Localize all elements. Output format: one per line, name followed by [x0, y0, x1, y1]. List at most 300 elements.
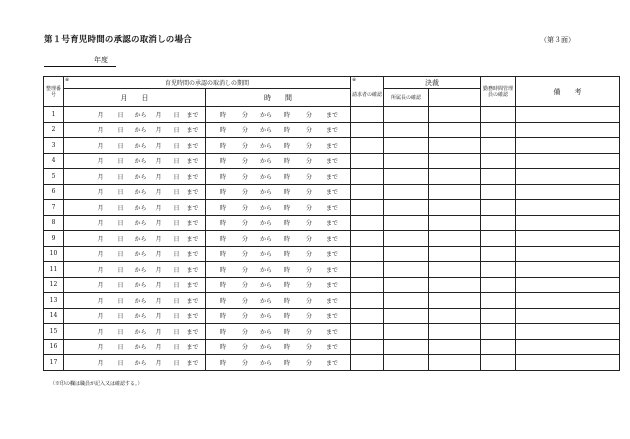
time-range-cell[interactable]: [206, 231, 351, 247]
row-token: 時: [283, 173, 290, 181]
remarks-cell[interactable]: [516, 355, 620, 371]
date-range-cell[interactable]: [64, 324, 206, 340]
requester-check-cell[interactable]: [351, 246, 384, 262]
duty-check-cell[interactable]: [481, 138, 516, 154]
row-token: 日: [173, 127, 180, 135]
dept-head-check-cell[interactable]: [384, 231, 429, 247]
row-token: 分: [305, 204, 312, 212]
row-token: まで: [186, 328, 199, 336]
duty-check-cell[interactable]: [481, 169, 516, 185]
approval-blank-cell[interactable]: [429, 308, 481, 324]
row-token: まで: [325, 282, 338, 290]
time-range-cell[interactable]: [206, 200, 351, 216]
remarks-cell[interactable]: [516, 246, 620, 262]
date-range-cell[interactable]: [64, 169, 206, 185]
row-token: から: [134, 158, 147, 166]
row-token: 月: [97, 266, 104, 274]
row-token: から: [134, 127, 147, 135]
requester-check-cell[interactable]: [351, 262, 384, 278]
approval-blank-cell[interactable]: [429, 107, 481, 123]
row-token: 日: [173, 189, 180, 197]
row-token: から: [259, 235, 272, 243]
row-token: 時: [283, 111, 290, 119]
row-token: 時: [219, 158, 226, 166]
table-row: [44, 153, 620, 169]
time-range-cell[interactable]: [206, 308, 351, 324]
row-token: 分: [241, 173, 248, 181]
row-token: 日: [117, 189, 124, 197]
footnote: （※印の欄は職員が記入又は確認する。）: [50, 381, 143, 387]
dept-head-check-cell[interactable]: [384, 184, 429, 200]
row-token: 分: [241, 297, 248, 305]
row-token: 日: [117, 251, 124, 259]
row-token: 月: [155, 297, 162, 305]
row-token: 日: [117, 313, 124, 321]
row-token: 時: [219, 344, 226, 352]
remarks-cell[interactable]: [516, 277, 620, 293]
duty-check-cell[interactable]: [481, 246, 516, 262]
row-token: 月: [155, 266, 162, 274]
row-token: 日: [117, 359, 124, 367]
row-token: から: [259, 173, 272, 181]
remarks-cell[interactable]: [516, 138, 620, 154]
row-token: まで: [325, 142, 338, 150]
row-token: 日: [117, 204, 124, 212]
row-token: 時: [219, 111, 226, 119]
row-token: 分: [305, 189, 312, 197]
row-token: 日: [117, 127, 124, 135]
dept-head-check-cell[interactable]: [384, 107, 429, 123]
requester-check-cell[interactable]: [351, 339, 384, 355]
row-token: まで: [325, 111, 338, 119]
row-token: 月: [155, 204, 162, 212]
row-token: 月: [97, 220, 104, 228]
row-token: まで: [325, 251, 338, 259]
row-token: まで: [186, 266, 199, 274]
table-row: [44, 277, 620, 293]
dept-head-header: 所属長の確認: [384, 89, 429, 107]
table-row: [44, 107, 620, 123]
date-range-cell[interactable]: [64, 215, 206, 231]
row-token: まで: [186, 189, 199, 197]
date-range-cell[interactable]: [64, 122, 206, 138]
row-token: 時: [219, 328, 226, 336]
row-token: 時: [283, 204, 290, 212]
row-token: 時: [219, 359, 226, 367]
time-range-cell[interactable]: [206, 153, 351, 169]
duty-check-cell[interactable]: [481, 107, 516, 123]
row-token: 日: [117, 111, 124, 119]
dept-head-check-cell[interactable]: [384, 324, 429, 340]
remarks-cell[interactable]: [516, 324, 620, 340]
row-token: まで: [186, 220, 199, 228]
row-token: 月: [155, 235, 162, 243]
row-token: 月: [97, 127, 104, 135]
row-token: まで: [325, 220, 338, 228]
table-row: [44, 339, 620, 355]
row-token: から: [259, 266, 272, 274]
row-token: 分: [241, 359, 248, 367]
row-token: から: [134, 142, 147, 150]
remarks-cell[interactable]: [516, 339, 620, 355]
table-row: [44, 246, 620, 262]
requester-check-cell[interactable]: [351, 277, 384, 293]
remarks-cell[interactable]: [516, 215, 620, 231]
blank-approval-header: [429, 89, 481, 107]
row-token: 分: [305, 297, 312, 305]
row-token: 月: [155, 158, 162, 166]
date-range-cell[interactable]: [64, 138, 206, 154]
time-range-cell[interactable]: [206, 324, 351, 340]
requester-check-cell[interactable]: [351, 107, 384, 123]
requester-check-cell[interactable]: [351, 231, 384, 247]
remarks-cell[interactable]: [516, 184, 620, 200]
row-token: 日: [173, 158, 180, 166]
approval-blank-cell[interactable]: [429, 122, 481, 138]
approval-blank-cell[interactable]: [429, 339, 481, 355]
row-token: 分: [305, 235, 312, 243]
row-token: 分: [305, 220, 312, 228]
row-token: まで: [325, 189, 338, 197]
row-number: 12: [44, 277, 64, 293]
row-token: まで: [325, 266, 338, 274]
dept-head-check-cell[interactable]: [384, 122, 429, 138]
dept-head-check-cell[interactable]: [384, 277, 429, 293]
dept-head-check-cell[interactable]: [384, 246, 429, 262]
period-header: [64, 77, 351, 89]
row-token: まで: [186, 158, 199, 166]
duty-check-header: 勤務時間管理員の確認: [481, 77, 516, 107]
row-token: から: [134, 220, 147, 228]
time-range-cell[interactable]: [206, 138, 351, 154]
requester-check-cell[interactable]: [351, 184, 384, 200]
row-token: 時: [219, 220, 226, 228]
row-token: 日: [173, 251, 180, 259]
row-token: 分: [305, 127, 312, 135]
row-token: 日: [117, 266, 124, 274]
approval-blank-cell[interactable]: [429, 215, 481, 231]
row-token: 日: [117, 344, 124, 352]
form-title: 第１号育児時間の承認の取消しの場合: [44, 35, 192, 45]
row-token: まで: [186, 251, 199, 259]
row-token: 日: [173, 313, 180, 321]
row-token: から: [134, 189, 147, 197]
row-number: 5: [44, 169, 64, 185]
duty-check-cell[interactable]: [481, 153, 516, 169]
requester-header-label: 請求者の確認: [351, 91, 382, 98]
row-token: 日: [173, 328, 180, 336]
approval-blank-cell[interactable]: [429, 355, 481, 371]
time-range-cell[interactable]: [206, 277, 351, 293]
row-token: 分: [241, 142, 248, 150]
row-token: 月: [155, 328, 162, 336]
approval-blank-cell[interactable]: [429, 293, 481, 309]
requester-check-cell[interactable]: [351, 200, 384, 216]
date-range-cell[interactable]: [64, 231, 206, 247]
row-token: まで: [325, 204, 338, 212]
remarks-cell[interactable]: [516, 262, 620, 278]
duty-check-cell[interactable]: [481, 308, 516, 324]
row-token: から: [259, 158, 272, 166]
row-token: から: [134, 282, 147, 290]
row-token: 分: [241, 220, 248, 228]
row-token: 分: [305, 344, 312, 352]
time-header: 時 間: [206, 89, 351, 107]
time-range-cell[interactable]: [206, 215, 351, 231]
row-token: まで: [325, 359, 338, 367]
row-token: から: [259, 313, 272, 321]
row-token: 日: [173, 266, 180, 274]
requester-check-cell[interactable]: [351, 293, 384, 309]
time-range-cell[interactable]: [206, 184, 351, 200]
row-token: 日: [173, 204, 180, 212]
approval-blank-cell[interactable]: [429, 262, 481, 278]
time-range-cell[interactable]: [206, 355, 351, 371]
requester-check-cell[interactable]: [351, 138, 384, 154]
row-token: 月: [155, 173, 162, 181]
table-row: [44, 231, 620, 247]
date-range-cell[interactable]: [64, 184, 206, 200]
remarks-cell[interactable]: [516, 153, 620, 169]
row-token: 日: [117, 173, 124, 181]
row-number: 1: [44, 107, 64, 123]
remarks-cell[interactable]: [516, 122, 620, 138]
approval-blank-cell[interactable]: [429, 138, 481, 154]
row-token: 日: [117, 158, 124, 166]
row-token: から: [134, 251, 147, 259]
row-token: 月: [97, 297, 104, 305]
row-token: 日: [173, 111, 180, 119]
row-number: 8: [44, 215, 64, 231]
row-token: 時: [219, 204, 226, 212]
requester-check-cell[interactable]: [351, 355, 384, 371]
row-token: まで: [186, 359, 199, 367]
row-token: から: [259, 142, 272, 150]
table-row: [44, 324, 620, 340]
approval-blank-cell[interactable]: [429, 184, 481, 200]
table-row: [44, 215, 620, 231]
duty-check-cell[interactable]: [481, 231, 516, 247]
row-token: から: [259, 282, 272, 290]
row-token: から: [259, 127, 272, 135]
approval-blank-cell[interactable]: [429, 246, 481, 262]
duty-check-cell[interactable]: [481, 184, 516, 200]
row-token: から: [134, 344, 147, 352]
remarks-cell[interactable]: [516, 231, 620, 247]
row-token: 時: [219, 235, 226, 243]
row-token: まで: [325, 173, 338, 181]
page-number: （第３面）: [540, 36, 575, 44]
row-token: まで: [325, 344, 338, 352]
row-token: 月: [155, 251, 162, 259]
row-token: 月: [155, 142, 162, 150]
time-range-cell[interactable]: [206, 339, 351, 355]
row-token: まで: [325, 127, 338, 135]
dept-head-check-cell[interactable]: [384, 153, 429, 169]
fiscal-year-field[interactable]: [44, 54, 116, 67]
row-number: 15: [44, 324, 64, 340]
row-token: 月: [155, 344, 162, 352]
row-token: 月: [97, 111, 104, 119]
row-token: 月: [97, 313, 104, 321]
row-token: 日: [117, 142, 124, 150]
date-range-cell[interactable]: [64, 308, 206, 324]
date-range-cell[interactable]: [64, 107, 206, 123]
dept-head-check-cell[interactable]: [384, 262, 429, 278]
approval-blank-cell[interactable]: [429, 200, 481, 216]
requester-check-cell[interactable]: [351, 324, 384, 340]
row-token: 時: [219, 127, 226, 135]
row-token: 日: [117, 328, 124, 336]
row-token: まで: [325, 297, 338, 305]
dept-head-check-cell[interactable]: [384, 339, 429, 355]
duty-check-cell[interactable]: [481, 262, 516, 278]
date-range-cell[interactable]: [64, 277, 206, 293]
row-token: 日: [117, 235, 124, 243]
row-token: 日: [117, 297, 124, 305]
row-token: から: [134, 204, 147, 212]
dept-head-check-cell[interactable]: [384, 355, 429, 371]
row-token: から: [134, 313, 147, 321]
requester-check-cell[interactable]: [351, 215, 384, 231]
row-number: 6: [44, 184, 64, 200]
row-number: 13: [44, 293, 64, 309]
date-range-cell[interactable]: [64, 200, 206, 216]
row-token: 時: [283, 297, 290, 305]
row-token: 分: [241, 204, 248, 212]
remarks-cell[interactable]: [516, 293, 620, 309]
dept-head-check-cell[interactable]: [384, 169, 429, 185]
date-range-cell[interactable]: [64, 153, 206, 169]
row-token: から: [134, 111, 147, 119]
row-token: 月: [97, 235, 104, 243]
row-token: から: [259, 220, 272, 228]
row-number: 3: [44, 138, 64, 154]
approval-blank-cell[interactable]: [429, 169, 481, 185]
row-token: 時: [219, 297, 226, 305]
remarks-cell[interactable]: [516, 107, 620, 123]
approval-blank-cell[interactable]: [429, 153, 481, 169]
dept-head-check-cell[interactable]: [384, 200, 429, 216]
row-token: 時: [219, 142, 226, 150]
time-range-cell[interactable]: [206, 169, 351, 185]
row-token: 月: [97, 189, 104, 197]
row-number: 11: [44, 262, 64, 278]
duty-check-cell[interactable]: [481, 215, 516, 231]
row-token: まで: [186, 235, 199, 243]
row-token: 分: [241, 111, 248, 119]
row-token: 分: [305, 266, 312, 274]
period-header-label: 育児時間の承認の取消しの期間: [164, 80, 249, 87]
row-token: まで: [325, 328, 338, 336]
row-token: 時: [219, 313, 226, 321]
duty-check-cell[interactable]: [481, 277, 516, 293]
date-range-cell[interactable]: [64, 293, 206, 309]
row-token: 日: [173, 282, 180, 290]
row-token: から: [259, 189, 272, 197]
row-token: 日: [117, 220, 124, 228]
row-token: 時: [283, 158, 290, 166]
row-number: 10: [44, 246, 64, 262]
row-token: 時: [219, 173, 226, 181]
row-token: 月: [97, 204, 104, 212]
row-token: まで: [325, 235, 338, 243]
row-token: まで: [186, 282, 199, 290]
remarks-cell[interactable]: [516, 308, 620, 324]
row-token: 時: [219, 266, 226, 274]
row-token: 月: [97, 282, 104, 290]
row-token: 分: [241, 328, 248, 336]
date-range-cell[interactable]: [64, 355, 206, 371]
remarks-cell[interactable]: [516, 200, 620, 216]
table-row: [44, 169, 620, 185]
row-token: 分: [241, 313, 248, 321]
date-range-cell[interactable]: [64, 262, 206, 278]
row-token: 月: [155, 111, 162, 119]
requester-check-cell[interactable]: [351, 153, 384, 169]
approval-blank-cell[interactable]: [429, 324, 481, 340]
remarks-header: 備 考: [516, 77, 620, 107]
time-range-cell[interactable]: [206, 246, 351, 262]
duty-check-cell[interactable]: [481, 324, 516, 340]
time-range-cell[interactable]: [206, 122, 351, 138]
dept-head-check-cell[interactable]: [384, 293, 429, 309]
duty-check-cell[interactable]: [481, 355, 516, 371]
dept-head-check-cell[interactable]: [384, 308, 429, 324]
row-token: 日: [173, 173, 180, 181]
row-token: 時: [283, 359, 290, 367]
row-number: 2: [44, 122, 64, 138]
row-token: 分: [305, 158, 312, 166]
duty-check-cell[interactable]: [481, 293, 516, 309]
time-range-cell[interactable]: [206, 293, 351, 309]
row-token: から: [134, 266, 147, 274]
row-token: から: [134, 328, 147, 336]
row-token: 時: [283, 142, 290, 150]
table-row: [44, 184, 620, 200]
requester-check-cell[interactable]: [351, 308, 384, 324]
approval-blank-cell[interactable]: [429, 277, 481, 293]
row-token: 日: [173, 344, 180, 352]
row-token: 日: [173, 142, 180, 150]
time-range-cell[interactable]: [206, 107, 351, 123]
requester-check-cell[interactable]: [351, 169, 384, 185]
date-range-cell[interactable]: [64, 246, 206, 262]
row-token: 月: [97, 142, 104, 150]
duty-check-cell[interactable]: [481, 339, 516, 355]
row-token: 時: [283, 344, 290, 352]
row-token: 日: [117, 282, 124, 290]
remarks-cell[interactable]: [516, 169, 620, 185]
duty-check-cell[interactable]: [481, 200, 516, 216]
time-range-cell[interactable]: [206, 262, 351, 278]
row-token: 時: [219, 282, 226, 290]
duty-check-cell[interactable]: [481, 122, 516, 138]
dept-head-check-cell[interactable]: [384, 215, 429, 231]
row-token: 月: [155, 313, 162, 321]
row-token: 分: [241, 282, 248, 290]
approval-blank-cell[interactable]: [429, 231, 481, 247]
row-token: 日: [173, 359, 180, 367]
date-range-cell[interactable]: [64, 339, 206, 355]
requester-check-cell[interactable]: [351, 122, 384, 138]
row-token: 分: [305, 359, 312, 367]
dept-head-check-cell[interactable]: [384, 138, 429, 154]
row-token: 時: [283, 127, 290, 135]
row-token: から: [134, 359, 147, 367]
row-token: 分: [241, 344, 248, 352]
row-token: 分: [305, 173, 312, 181]
